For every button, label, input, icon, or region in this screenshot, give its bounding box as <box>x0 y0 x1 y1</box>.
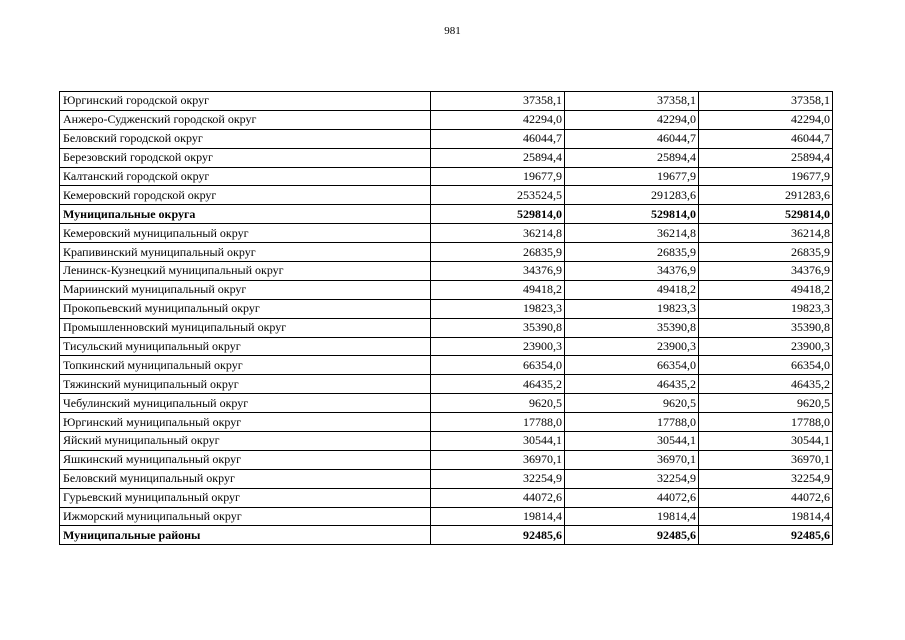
value-cell-3: 46435,2 <box>699 375 833 394</box>
value-cell-2: 529814,0 <box>565 205 699 224</box>
value-cell-3: 26835,9 <box>699 243 833 262</box>
value-cell-1: 26835,9 <box>431 243 565 262</box>
value-cell-3: 44072,6 <box>699 488 833 507</box>
row-name-cell: Кемеровский муниципальный округ <box>60 224 431 243</box>
value-cell-1: 253524,5 <box>431 186 565 205</box>
table-row <box>60 507 833 526</box>
row-name-cell: Крапивинский муниципальный округ <box>60 243 431 262</box>
row-name-cell: Муниципальные районы <box>60 526 431 545</box>
value-cell-1: 9620,5 <box>431 394 565 413</box>
table-row <box>60 299 833 318</box>
value-cell-3: 92485,6 <box>699 526 833 545</box>
value-cell-1: 46435,2 <box>431 375 565 394</box>
value-cell-1: 36970,1 <box>431 450 565 469</box>
value-cell-2: 46044,7 <box>565 129 699 148</box>
value-cell-1: 23900,3 <box>431 337 565 356</box>
budget-table <box>59 91 833 545</box>
value-cell-3: 66354,0 <box>699 356 833 375</box>
value-cell-1: 529814,0 <box>431 205 565 224</box>
value-cell-2: 19823,3 <box>565 299 699 318</box>
value-cell-2: 46435,2 <box>565 375 699 394</box>
table-row <box>60 148 833 167</box>
value-cell-2: 32254,9 <box>565 469 699 488</box>
row-name-cell: Анжеро-Судженский городской округ <box>60 110 431 129</box>
value-cell-3: 35390,8 <box>699 318 833 337</box>
row-name-cell: Яшкинский муниципальный округ <box>60 450 431 469</box>
value-cell-2: 36970,1 <box>565 450 699 469</box>
value-cell-3: 19823,3 <box>699 299 833 318</box>
value-cell-3: 46044,7 <box>699 129 833 148</box>
value-cell-3: 36970,1 <box>699 450 833 469</box>
value-cell-1: 92485,6 <box>431 526 565 545</box>
table-row <box>60 129 833 148</box>
value-cell-3: 529814,0 <box>699 205 833 224</box>
value-cell-2: 30544,1 <box>565 432 699 451</box>
value-cell-1: 66354,0 <box>431 356 565 375</box>
value-cell-3: 34376,9 <box>699 262 833 281</box>
value-cell-1: 30544,1 <box>431 432 565 451</box>
value-cell-3: 17788,0 <box>699 413 833 432</box>
table-row <box>60 224 833 243</box>
value-cell-3: 19677,9 <box>699 167 833 186</box>
table-row <box>60 432 833 451</box>
value-cell-1: 37358,1 <box>431 92 565 111</box>
row-name-cell: Ижморский муниципальный округ <box>60 507 431 526</box>
table-row <box>60 262 833 281</box>
row-name-cell: Мариинский муниципальный округ <box>60 280 431 299</box>
value-cell-2: 25894,4 <box>565 148 699 167</box>
value-cell-2: 35390,8 <box>565 318 699 337</box>
value-cell-3: 23900,3 <box>699 337 833 356</box>
value-cell-2: 19814,4 <box>565 507 699 526</box>
value-cell-2: 26835,9 <box>565 243 699 262</box>
row-name-cell: Березовский городской округ <box>60 148 431 167</box>
row-name-cell: Промышленновский муниципальный округ <box>60 318 431 337</box>
value-cell-1: 36214,8 <box>431 224 565 243</box>
value-cell-1: 34376,9 <box>431 262 565 281</box>
value-cell-3: 30544,1 <box>699 432 833 451</box>
value-cell-1: 46044,7 <box>431 129 565 148</box>
row-name-cell: Ленинск-Кузнецкий муниципальный округ <box>60 262 431 281</box>
value-cell-1: 44072,6 <box>431 488 565 507</box>
value-cell-2: 23900,3 <box>565 337 699 356</box>
row-name-cell: Муниципальные округа <box>60 205 431 224</box>
value-cell-2: 92485,6 <box>565 526 699 545</box>
value-cell-1: 19823,3 <box>431 299 565 318</box>
value-cell-1: 32254,9 <box>431 469 565 488</box>
row-name-cell: Калтанский городской округ <box>60 167 431 186</box>
page-number: 981 <box>444 25 461 37</box>
value-cell-1: 35390,8 <box>431 318 565 337</box>
table-row <box>60 318 833 337</box>
row-name-cell: Тисульский муниципальный округ <box>60 337 431 356</box>
table-row <box>60 413 833 432</box>
table-row <box>60 243 833 262</box>
row-name-cell: Яйский муниципальный округ <box>60 432 431 451</box>
row-name-cell: Кемеровский городской округ <box>60 186 431 205</box>
table-row <box>60 394 833 413</box>
table-row <box>60 280 833 299</box>
value-cell-3: 25894,4 <box>699 148 833 167</box>
row-name-cell: Беловский муниципальный округ <box>60 469 431 488</box>
value-cell-2: 44072,6 <box>565 488 699 507</box>
value-cell-1: 25894,4 <box>431 148 565 167</box>
row-name-cell: Беловский городской округ <box>60 129 431 148</box>
table-row <box>60 92 833 111</box>
value-cell-2: 19677,9 <box>565 167 699 186</box>
table-row <box>60 375 833 394</box>
row-name-cell: Чебулинский муниципальный округ <box>60 394 431 413</box>
value-cell-3: 42294,0 <box>699 110 833 129</box>
value-cell-1: 42294,0 <box>431 110 565 129</box>
value-cell-2: 34376,9 <box>565 262 699 281</box>
value-cell-2: 66354,0 <box>565 356 699 375</box>
value-cell-3: 32254,9 <box>699 469 833 488</box>
value-cell-1: 19677,9 <box>431 167 565 186</box>
table-row <box>60 337 833 356</box>
row-name-cell: Тяжинский муниципальный округ <box>60 375 431 394</box>
row-name-cell: Гурьевский муниципальный округ <box>60 488 431 507</box>
row-name-cell: Прокопьевский муниципальный округ <box>60 299 431 318</box>
table-row <box>60 186 833 205</box>
value-cell-3: 291283,6 <box>699 186 833 205</box>
value-cell-1: 17788,0 <box>431 413 565 432</box>
row-name-cell: Юргинский городской округ <box>60 92 431 111</box>
value-cell-2: 42294,0 <box>565 110 699 129</box>
value-cell-1: 49418,2 <box>431 280 565 299</box>
value-cell-3: 19814,4 <box>699 507 833 526</box>
subtotal-row <box>60 205 833 224</box>
value-cell-3: 37358,1 <box>699 92 833 111</box>
table-row <box>60 469 833 488</box>
value-cell-2: 17788,0 <box>565 413 699 432</box>
table-row <box>60 450 833 469</box>
table-row <box>60 167 833 186</box>
value-cell-2: 36214,8 <box>565 224 699 243</box>
value-cell-2: 37358,1 <box>565 92 699 111</box>
row-name-cell: Юргинский муниципальный округ <box>60 413 431 432</box>
table-row <box>60 356 833 375</box>
value-cell-2: 291283,6 <box>565 186 699 205</box>
value-cell-3: 9620,5 <box>699 394 833 413</box>
table-body <box>60 92 833 545</box>
value-cell-2: 49418,2 <box>565 280 699 299</box>
value-cell-1: 19814,4 <box>431 507 565 526</box>
table-row <box>60 488 833 507</box>
table-row <box>60 110 833 129</box>
value-cell-3: 36214,8 <box>699 224 833 243</box>
value-cell-3: 49418,2 <box>699 280 833 299</box>
subtotal-row <box>60 526 833 545</box>
value-cell-2: 9620,5 <box>565 394 699 413</box>
row-name-cell: Топкинский муниципальный округ <box>60 356 431 375</box>
